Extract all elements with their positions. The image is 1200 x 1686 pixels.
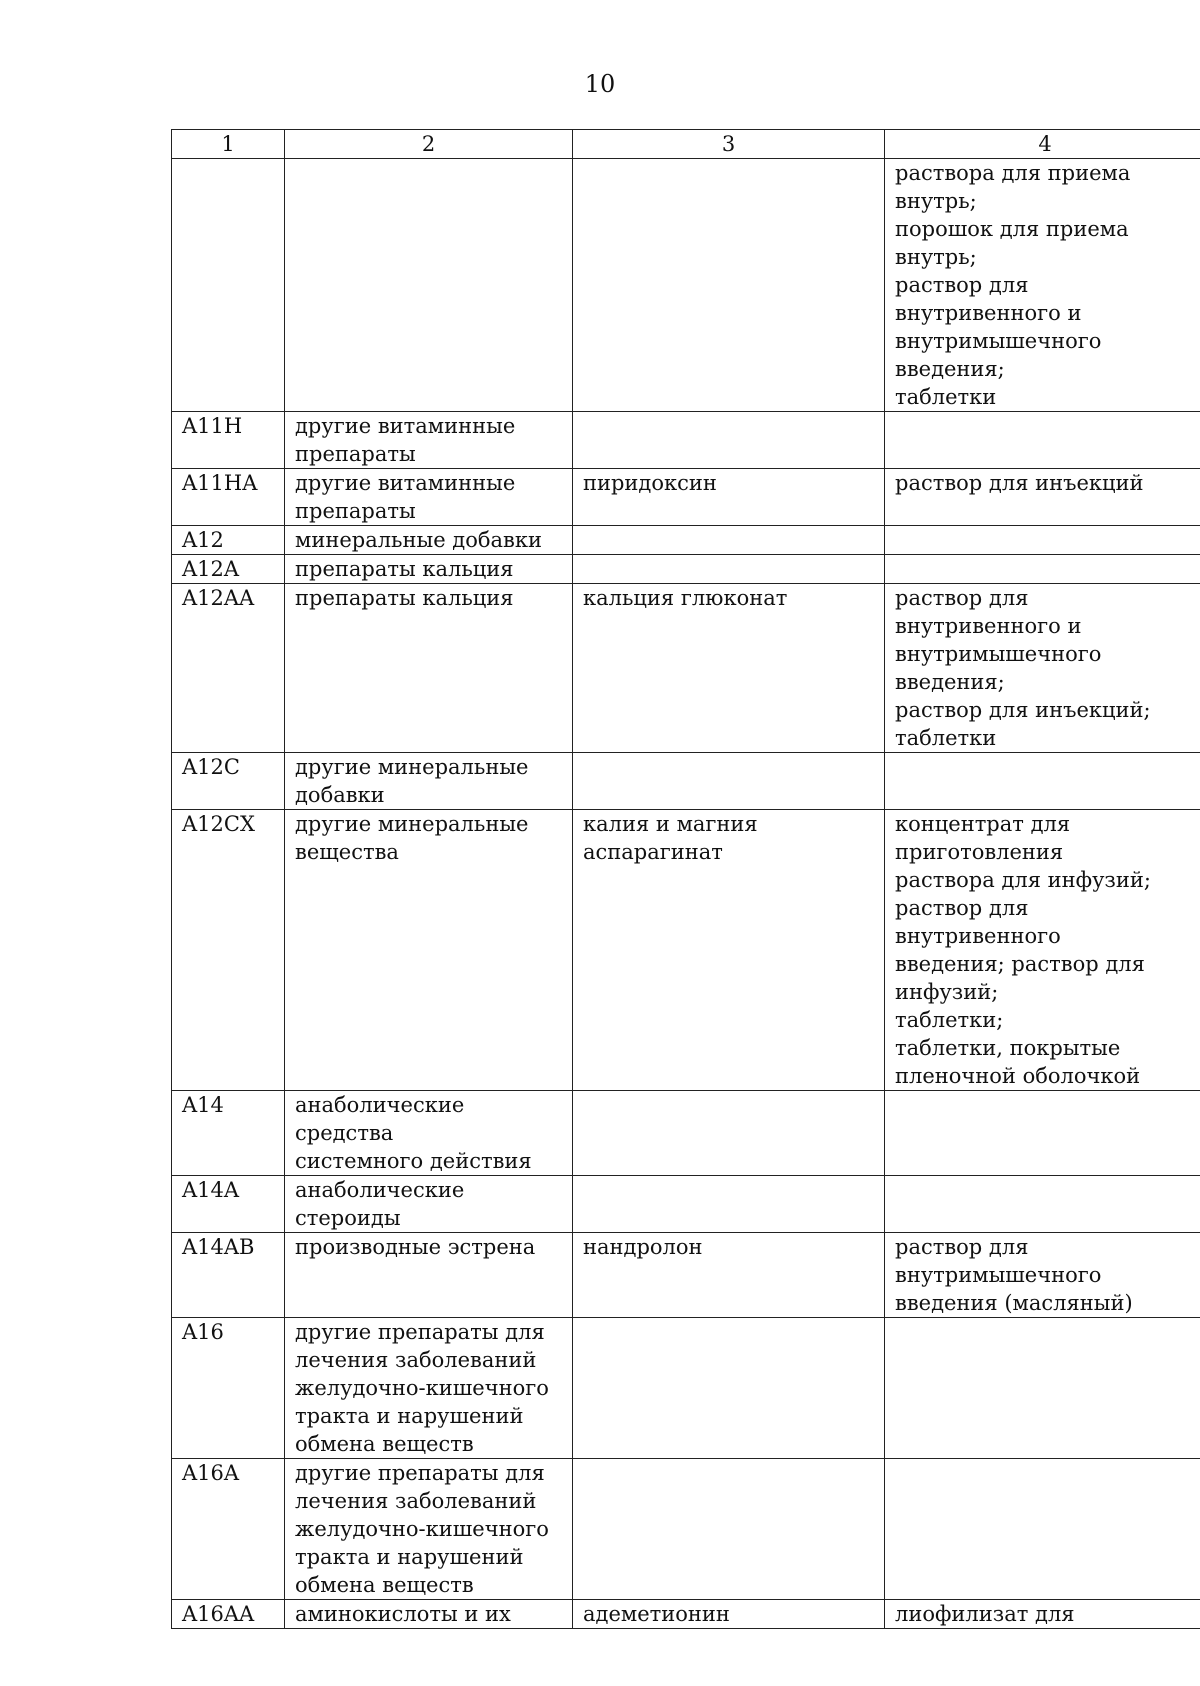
drug-table xyxy=(171,129,1200,1629)
table-row xyxy=(172,555,1200,584)
drug-name-cell: калия и магния аспарагинат xyxy=(573,810,885,1091)
dosage-form-cell xyxy=(885,412,1200,469)
table-row xyxy=(172,584,1200,753)
drug-name-cell xyxy=(573,1091,885,1176)
group-name-cell: производные эстрена xyxy=(285,1233,573,1318)
header-col-2: 2 xyxy=(285,130,573,159)
table-row xyxy=(172,526,1200,555)
group-name-cell: аминокислоты и их xyxy=(285,1600,573,1629)
atc-code-cell xyxy=(172,159,285,412)
group-name-cell xyxy=(285,159,573,412)
header-col-3: 3 xyxy=(573,130,885,159)
atc-code-cell: A16AA xyxy=(172,1600,285,1629)
table-row xyxy=(172,412,1200,469)
table-row xyxy=(172,1318,1200,1459)
atc-code-cell: A11HA xyxy=(172,469,285,526)
table-header-row xyxy=(172,130,1200,159)
table-body xyxy=(172,159,1200,1629)
drug-name-cell xyxy=(573,753,885,810)
table-row xyxy=(172,1600,1200,1629)
drug-name-cell xyxy=(573,1318,885,1459)
drug-name-cell xyxy=(573,1176,885,1233)
dosage-form-cell: концентрат для приготовления раствора для инфузий; раствор для внутривенного введения; раствор для инфузий; таблетки; таблетки, покрытые пленочной оболочкой xyxy=(885,810,1200,1091)
drug-name-cell xyxy=(573,412,885,469)
table-row xyxy=(172,1233,1200,1318)
table-row xyxy=(172,1459,1200,1600)
atc-code-cell: A14 xyxy=(172,1091,285,1176)
dosage-form-cell: раствор для инъекций xyxy=(885,469,1200,526)
atc-code-cell: A12 xyxy=(172,526,285,555)
table-row xyxy=(172,469,1200,526)
drug-name-cell xyxy=(573,1459,885,1600)
page-number: 10 xyxy=(584,70,616,98)
group-name-cell: анаболические стероиды xyxy=(285,1176,573,1233)
atc-code-cell: A16 xyxy=(172,1318,285,1459)
group-name-cell: препараты кальция xyxy=(285,555,573,584)
drug-name-cell: адеметионин xyxy=(573,1600,885,1629)
group-name-cell: препараты кальция xyxy=(285,584,573,753)
dosage-form-cell: лиофилизат для xyxy=(885,1600,1200,1629)
dosage-form-cell xyxy=(885,1459,1200,1600)
drug-name-cell xyxy=(573,159,885,412)
header-col-4: 4 xyxy=(885,130,1200,159)
group-name-cell: другие минеральные вещества xyxy=(285,810,573,1091)
dosage-form-cell: раствора для приема внутрь; порошок для приема внутрь; раствор для внутривенного и внутримышечного введения; таблетки xyxy=(885,159,1200,412)
group-name-cell: минеральные добавки xyxy=(285,526,573,555)
dosage-form-cell xyxy=(885,526,1200,555)
drug-name-cell: нандролон xyxy=(573,1233,885,1318)
atc-code-cell: A12C xyxy=(172,753,285,810)
table-row xyxy=(172,1176,1200,1233)
group-name-cell: другие витаминные препараты xyxy=(285,469,573,526)
group-name-cell: другие препараты для лечения заболеваний желудочно-кишечного тракта и нарушений обмена веществ xyxy=(285,1318,573,1459)
group-name-cell: другие минеральные добавки xyxy=(285,753,573,810)
atc-code-cell: A12A xyxy=(172,555,285,584)
dosage-form-cell xyxy=(885,1318,1200,1459)
group-name-cell: другие витаминные препараты xyxy=(285,412,573,469)
group-name-cell: анаболические средства системного действия xyxy=(285,1091,573,1176)
atc-code-cell: A12CX xyxy=(172,810,285,1091)
table-row xyxy=(172,159,1200,412)
header-col-1: 1 xyxy=(172,130,285,159)
table-row xyxy=(172,810,1200,1091)
dosage-form-cell: раствор для внутримышечного введения (масляный) xyxy=(885,1233,1200,1318)
atc-code-cell: A11H xyxy=(172,412,285,469)
dosage-form-cell xyxy=(885,555,1200,584)
atc-code-cell: A16A xyxy=(172,1459,285,1600)
atc-code-cell: A14AB xyxy=(172,1233,285,1318)
dosage-form-cell xyxy=(885,753,1200,810)
drug-name-cell: пиридоксин xyxy=(573,469,885,526)
drug-name-cell xyxy=(573,555,885,584)
dosage-form-cell: раствор для внутривенного и внутримышечного введения; раствор для инъекций; таблетки xyxy=(885,584,1200,753)
atc-code-cell: A14A xyxy=(172,1176,285,1233)
drug-name-cell: кальция глюконат xyxy=(573,584,885,753)
atc-code-cell: A12AA xyxy=(172,584,285,753)
drug-name-cell xyxy=(573,526,885,555)
group-name-cell: другие препараты для лечения заболеваний желудочно-кишечного тракта и нарушений обмена веществ xyxy=(285,1459,573,1600)
dosage-form-cell xyxy=(885,1091,1200,1176)
dosage-form-cell xyxy=(885,1176,1200,1233)
table-row xyxy=(172,753,1200,810)
table-row xyxy=(172,1091,1200,1176)
